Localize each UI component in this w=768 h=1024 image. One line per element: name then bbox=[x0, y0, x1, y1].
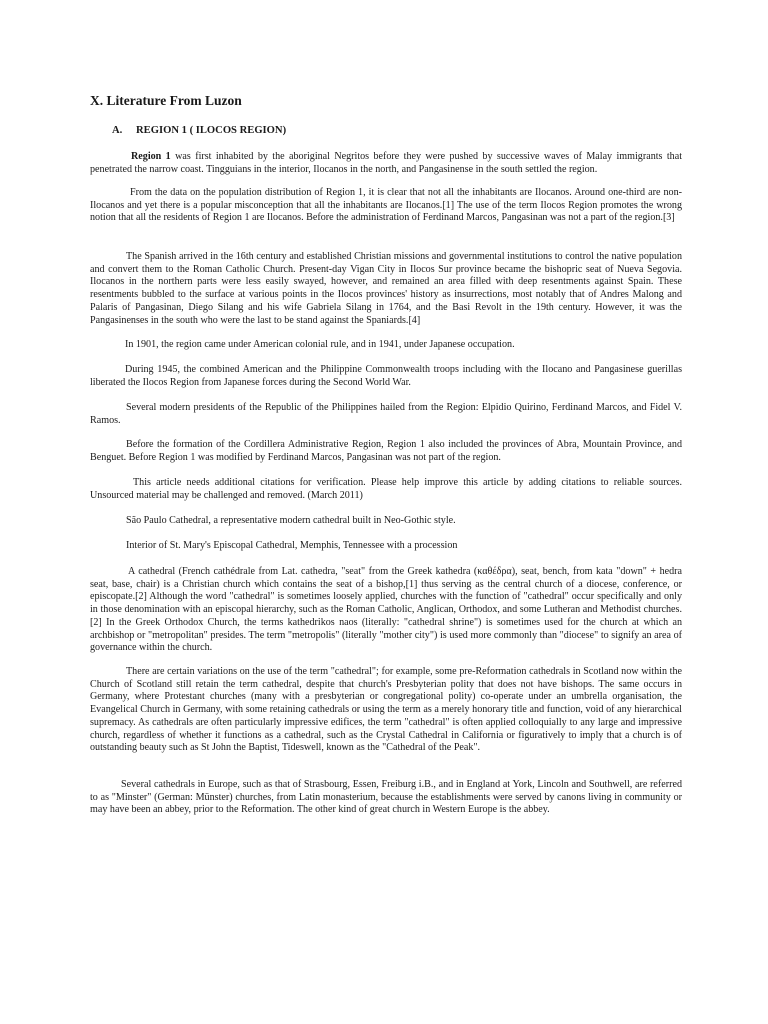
paragraph-cathedral-definition bbox=[90, 566, 682, 655]
paragraph-sao-paulo-caption bbox=[90, 515, 682, 528]
paragraph-liberation bbox=[90, 364, 682, 389]
paragraph-region-intro bbox=[90, 151, 682, 176]
paragraph-text: In 1901, the region came under American colonial rule, and in 1941, under Japanese occupation. bbox=[125, 339, 515, 350]
paragraph-minster bbox=[90, 779, 682, 817]
paragraph-population bbox=[90, 187, 682, 225]
paragraph-text: A cathedral (French cathédrale from Lat. cathedra, "seat" from the Greek kathedra (καθέδρα), seat, bench, from kata "down" + hedra seat, base, chair) is a Christian church which contains the seat of a bishop,[1] thus serving as the central church of a diocese, conference, or episcopate.[2] Although the word "cathedral" is sometimes loosely applied, churches with the function of "cathedral" occur specifically and only in those denomination with an episcopal hierarchy, such as the Roman Catholic, Anglican, Orthodox, and some Lutheran and Methodist churches.[2] In the Greek Orthodox Church, the terms kathedrikos naos (literally: "cathedral shrine") is sometimes used for the church at which an archbishop or "metropolitan" presides. The term "metropolis" (literally "mother city") is used more commonly than "diocese" to signify an area of governance within the church. bbox=[90, 566, 682, 654]
paragraph-cathedral-variations bbox=[90, 666, 682, 755]
section-heading bbox=[112, 124, 286, 138]
paragraph-text: Interior of St. Mary's Episcopal Cathedral, Memphis, Tennessee with a procession bbox=[126, 540, 458, 551]
paragraph-lead: Region 1 bbox=[131, 151, 171, 162]
paragraph-text: During 1945, the combined American and the Philippine Commonwealth troops including with the Ilocano and Pangasinese guerillas liberated the Ilocos Region from Japanese forces during the Second World War. bbox=[90, 364, 682, 388]
paragraph-text: was first inhabited by the aboriginal Negritos before they were pushed by successive waves of Malay immigrants that penetrated the narrow coast. Tingguians in the interior, Ilocanos in the north, and Pangasinense in the south settled the region. bbox=[90, 151, 683, 175]
paragraph-text: Several cathedrals in Europe, such as that of Strasbourg, Essen, Freiburg i.B., and in England at York, Lincoln and Southwell, are referred to as "Minster" (German: Münster) churches, from Latin monasterium, because the establishments were served by canons living in community or may have been an abbey, prior to the Reformation. The other kind of great church in Western Europe is the abbey. bbox=[90, 779, 682, 816]
paragraph-text: The Spanish arrived in the 16th century and established Christian missions and governmental institutions to control the native population and convert them to the Roman Catholic Church. Present-day Vigan City in Ilocos Sur province became the bishopric seat of Nueva Segovia. Ilocanos in the northern parts were less easily swayed, however, and remained an area filled with deep resentments against Spain. These resentments bubbled to the surface at various points in the Ilocos provinces' history as insurrections, most notably that of Andres Malong and Palaris of Pangasinan, Diego Silang and his wife Gabriela Silang in 1764, and the Basi Revolt in the 19th century. However, it was the Pangasinenses in the south who were the last to be stand against the Spaniards.[4] bbox=[90, 251, 682, 326]
paragraph-text: Before the formation of the Cordillera Administrative Region, Region 1 also included the provinces of Abra, Mountain Province, and Benguet. Before Region 1 was modified by Ferdinand Marcos, Pangasinan was not part of the region. bbox=[90, 439, 682, 463]
document-title: X. Literature From Luzon bbox=[90, 93, 242, 108]
paragraph-spanish-arrival bbox=[90, 251, 682, 327]
section-label: REGION 1 ( ILOCOS REGION) bbox=[136, 125, 287, 136]
section-letter: A. bbox=[112, 125, 123, 136]
paragraph-text: São Paulo Cathedral, a representative modern cathedral built in Neo-Gothic style. bbox=[126, 515, 456, 526]
paragraph-citation-notice bbox=[90, 477, 682, 502]
paragraph-text: This article needs additional citations for verification. Please help improve this article by adding citations to reliable sources. Unsourced material may be challenged and removed. (March 2011) bbox=[90, 477, 682, 501]
paragraph-st-marys-caption bbox=[90, 540, 682, 553]
paragraph-text: There are certain variations on the use of the term "cathedral"; for example, some pre-Reformation cathedrals in Scotland now within the Church of Scotland still retain the term cathedral, despite that church's Presbyterian polity that does not have bishops. The same occurs in Germany, where Protestant churches (many with a presbyterian or congregational polity) co-operate under an umbrella organisation, the Evangelical Church in Germany, with some retaining cathedrals or using the term as a merely honorary title and function, void of any hierarchical supremacy. As cathedrals are often particularly impressive edifices, the term "cathedral" is often applied colloquially to any large and impressive church, regardless of whether it functions as a cathedral, such as the Crystal Cathedral in California or figuratively to imply that a church is of outstanding beauty such as St John the Baptist, Tideswell, known as the "Cathedral of the Peak". bbox=[90, 666, 682, 754]
paragraph-american-rule bbox=[90, 339, 682, 352]
paragraph-text: From the data on the population distribution of Region 1, it is clear that not all the inhabitants are Ilocanos. Around one-third are non-Ilocanos and yet there is a popular misconception that all the inhabitants are Ilocanos.[1] The use of the term Ilocos Region promotes the wrong notion that all the residents of Region 1 are Ilocanos. Before the administration of Ferdinand Marcos, Pangasinan was not a part of the region.[3] bbox=[90, 187, 682, 224]
paragraph-cordillera bbox=[90, 439, 682, 464]
paragraph-text: Several modern presidents of the Republic of the Philippines hailed from the Region: Elpidio Quirino, Ferdinand Marcos, and Fidel V. Ramos. bbox=[90, 402, 682, 426]
paragraph-presidents bbox=[90, 402, 682, 427]
